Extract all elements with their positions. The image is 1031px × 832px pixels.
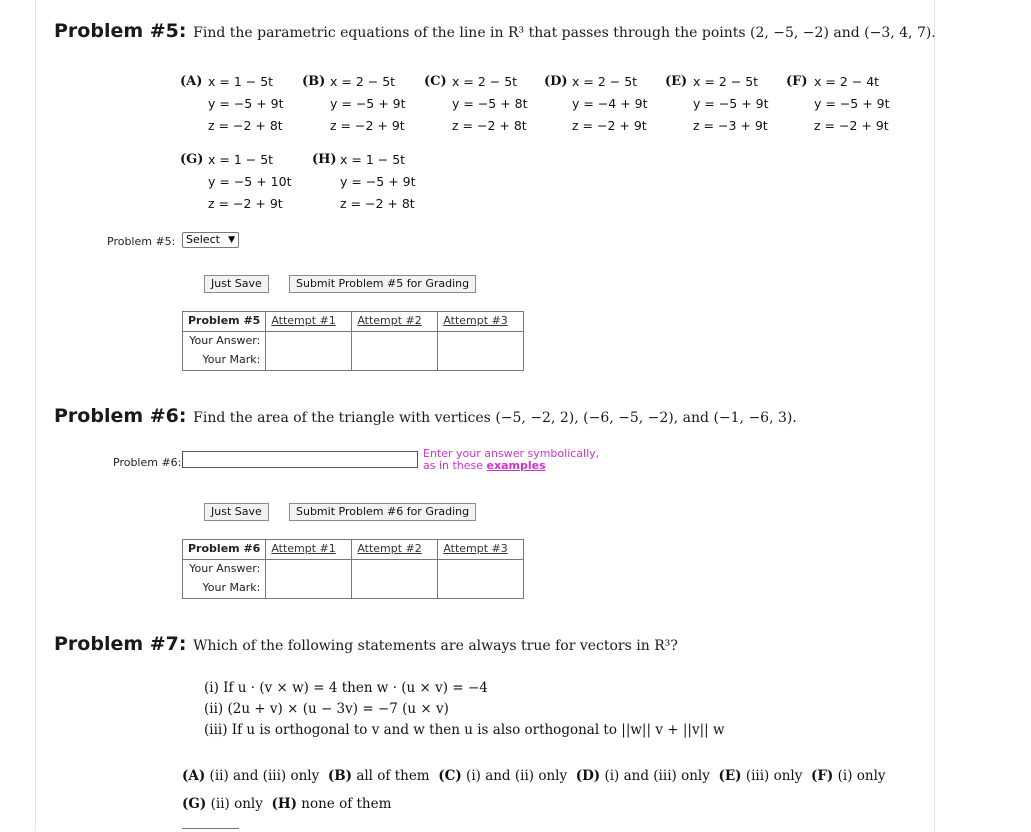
statement-ii: (ii) (2u + v) × (u − 3v) = −7 (u × v)	[204, 701, 449, 717]
your-answer-label: Your Answer:	[183, 332, 266, 352]
equation-x: x = 2 − 5t	[452, 74, 518, 89]
option-label: (F)	[786, 74, 808, 89]
option-g	[180, 152, 305, 212]
choice-label: (D)	[575, 768, 601, 784]
choice-text: (ii) and (iii) only	[209, 768, 320, 784]
table-head: Problem #6	[183, 540, 266, 560]
equation-x: x = 1 − 5t	[208, 152, 274, 167]
equation-x: x = 2 − 5t	[330, 74, 396, 89]
option-c	[424, 74, 539, 134]
examples-link[interactable]: examples	[486, 459, 546, 472]
choice-text: (iii) only	[745, 768, 803, 784]
option-d	[544, 74, 659, 134]
just-save-button-6[interactable]: Just Save	[204, 503, 269, 521]
equation-z: z = −2 + 8t	[340, 196, 415, 211]
attempt-3-link[interactable]: Attempt #3	[443, 314, 508, 327]
equation-x: x = 2 − 5t	[693, 74, 759, 89]
choice-text: all of them	[356, 768, 430, 784]
option-label: (H)	[312, 152, 337, 167]
choice-text: none of them	[301, 796, 392, 812]
statement-i: (i) If u · (v × w) = 4 then w · (u × v) = −4	[204, 680, 488, 696]
problem-5-answer-label: Problem #5:	[107, 235, 176, 248]
option-label: (A)	[180, 74, 203, 89]
submit-problem-6-button[interactable]: Submit Problem #6 for Grading	[289, 503, 476, 521]
problem-6-answer-label: Problem #6:	[113, 456, 182, 469]
attempt-1-link[interactable]: Attempt #1	[271, 314, 336, 327]
choice-label: (A)	[182, 768, 206, 784]
option-b	[302, 74, 417, 134]
problem-7-select-edge[interactable]	[182, 828, 239, 832]
option-e	[665, 74, 780, 134]
problem-6-attempts-table	[182, 539, 524, 599]
table-head: Problem #5	[183, 312, 266, 332]
equation-z: z = −2 + 8t	[452, 118, 527, 133]
equation-y: y = −5 + 9t	[693, 96, 769, 111]
equation-y: y = −5 + 9t	[330, 96, 406, 111]
choice-label: (F)	[810, 768, 834, 784]
option-label: (B)	[302, 74, 326, 89]
your-mark-label: Your Mark:	[183, 351, 266, 371]
choice-text: (i) and (iii) only	[604, 768, 710, 784]
hint-line: Enter your answer symbolically,	[423, 447, 600, 460]
choice-label: (B)	[327, 768, 353, 784]
equation-z: z = −2 + 8t	[208, 118, 283, 133]
hint-line: as in these	[423, 459, 484, 472]
select-value: Select	[186, 233, 220, 246]
problem-6-label: Problem #6:	[54, 405, 187, 427]
answer-hint	[423, 448, 599, 472]
equation-x: x = 2 − 5t	[572, 74, 638, 89]
chevron-down-icon: ▼	[228, 235, 235, 245]
equation-z: z = −2 + 9t	[330, 118, 405, 133]
equation-y: y = −5 + 9t	[208, 96, 284, 111]
choice-text: (i) only	[837, 768, 886, 784]
option-label: (C)	[424, 74, 447, 89]
problem-6-heading	[54, 405, 797, 427]
submit-problem-5-button[interactable]: Submit Problem #5 for Grading	[289, 275, 476, 293]
option-label: (D)	[544, 74, 568, 89]
just-save-button-5[interactable]: Just Save	[204, 275, 269, 293]
equation-y: y = −5 + 9t	[814, 96, 890, 111]
problem-7-question: Which of the following statements are always true for vectors in R³?	[193, 638, 678, 654]
problem-5-attempts-table	[182, 311, 524, 371]
attempt-1-link[interactable]: Attempt #1	[271, 542, 336, 555]
equation-z: z = −2 + 9t	[814, 118, 889, 133]
equation-y: y = −5 + 9t	[340, 174, 416, 189]
choice-label: (E)	[718, 768, 742, 784]
problem-6-answer-input[interactable]	[182, 451, 418, 468]
option-a	[180, 74, 295, 134]
option-h	[312, 152, 437, 212]
equation-x: x = 2 − 4t	[814, 74, 880, 89]
option-label: (E)	[665, 74, 688, 89]
attempt-2-link[interactable]: Attempt #2	[357, 542, 422, 555]
problem-6-question: Find the area of the triangle with vertices (−5, −2, 2), (−6, −5, −2), and (−1, −6, 3).	[193, 410, 797, 426]
problem-5-question: Find the parametric equations of the line in R³ that passes through the points (2, −5, −2) and (−3, 4, 7).	[193, 25, 936, 41]
choice-text: (ii) only	[210, 796, 263, 812]
problem-7-heading	[54, 633, 678, 655]
choice-label: (G)	[182, 796, 207, 812]
attempt-3-link[interactable]: Attempt #3	[443, 542, 508, 555]
attempt-2-link[interactable]: Attempt #2	[357, 314, 422, 327]
equation-z: z = −3 + 9t	[693, 118, 768, 133]
choice-text: (i) and (ii) only	[466, 768, 568, 784]
problem-5-heading	[54, 20, 936, 42]
choices-line-1	[182, 768, 886, 784]
choice-label: (H)	[271, 796, 297, 812]
problem-5-select[interactable]	[182, 232, 239, 248]
choices-line-2	[182, 796, 391, 812]
statement-iii: (iii) If u is orthogonal to v and w then u is also orthogonal to ||w|| v + ||v|| w	[204, 722, 725, 738]
equation-z: z = −2 + 9t	[572, 118, 647, 133]
problem-7-label: Problem #7:	[54, 633, 187, 655]
your-mark-label: Your Mark:	[183, 579, 266, 599]
equation-x: x = 1 − 5t	[208, 74, 274, 89]
equation-y: y = −5 + 10t	[208, 174, 292, 189]
problem-5-label: Problem #5:	[54, 20, 187, 42]
choice-label: (C)	[438, 768, 462, 784]
option-label: (G)	[180, 152, 204, 167]
your-answer-label: Your Answer:	[183, 560, 266, 580]
equation-y: y = −4 + 9t	[572, 96, 648, 111]
equation-x: x = 1 − 5t	[340, 152, 406, 167]
statements-list	[204, 678, 725, 741]
equation-z: z = −2 + 9t	[208, 196, 283, 211]
option-f	[786, 74, 901, 134]
equation-y: y = −5 + 8t	[452, 96, 528, 111]
